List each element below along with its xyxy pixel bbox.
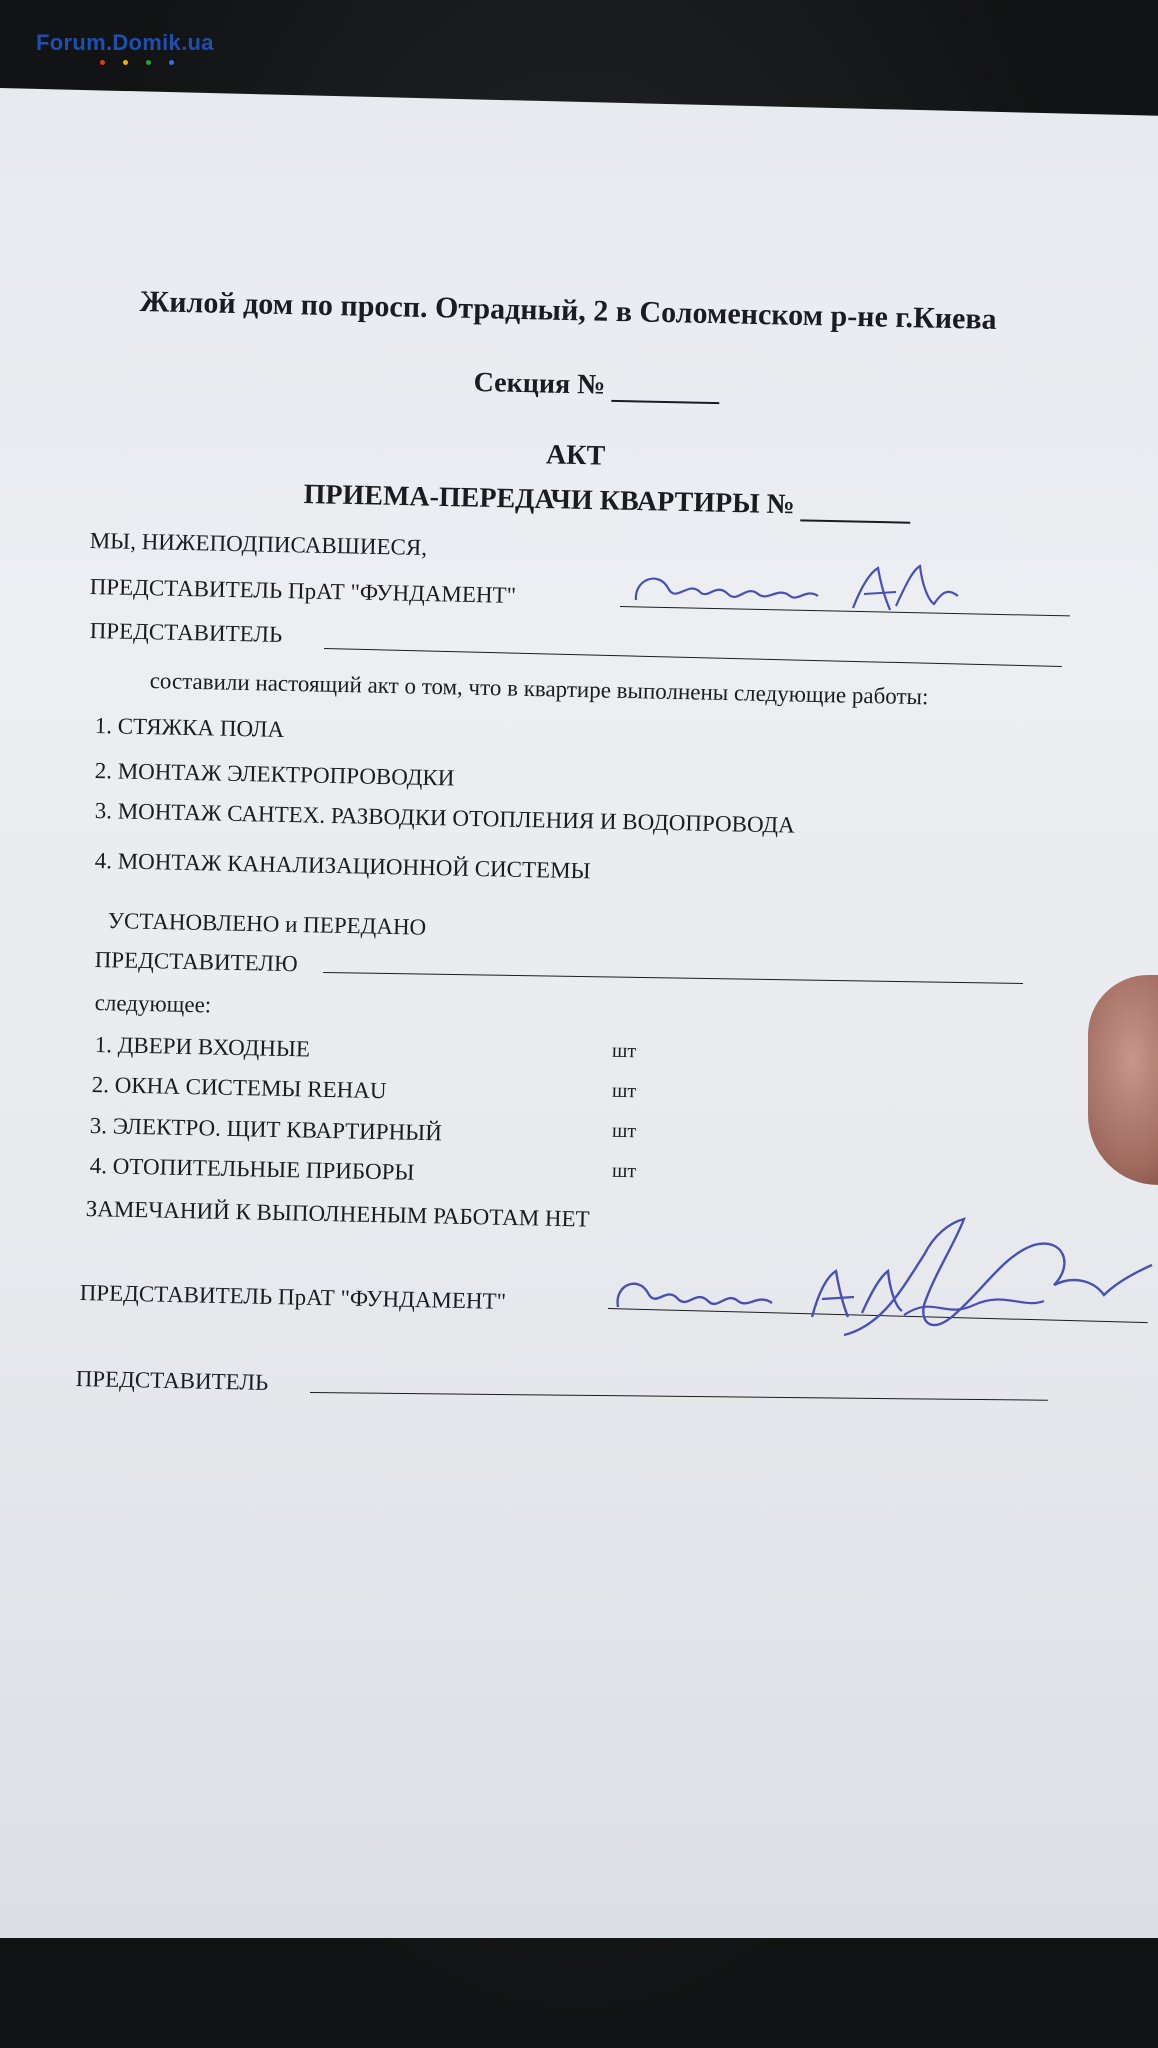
item-unit: шт xyxy=(611,1079,637,1103)
item-name: 2. ОКНА СИСТЕМЫ REHAU xyxy=(91,1072,387,1104)
work-item: 4. МОНТАЖ КАНАЛИЗАЦИОННОЙ СИСТЕМЫ xyxy=(94,848,591,884)
section-label: Секция № xyxy=(473,367,606,401)
representative-signature-label: ПРЕДСТАВИТЕЛЬ xyxy=(75,1366,269,1396)
fundament-signature-label: ПРЕДСТАВИТЕЛЬ ПрАТ "ФУНДАМЕНТ" xyxy=(79,1280,507,1314)
act-subtitle xyxy=(303,479,911,524)
watermark-logo: Forum.Domik.ua xyxy=(36,30,214,55)
signature-bottom xyxy=(604,1215,1158,1360)
work-item: 1. СТЯЖКА ПОЛА xyxy=(94,713,285,742)
act-subtitle-text: ПРИЕМА-ПЕРЕДАЧИ КВАРТИРЫ № xyxy=(303,479,796,521)
act-title: АКТ xyxy=(545,439,606,472)
installed-line-1: УСТАНОВЛЕНО и ПЕРЕДАНО xyxy=(107,908,427,940)
parties-line-1: МЫ, НИЖЕПОДПИСАВШИЕСЯ, xyxy=(89,528,428,561)
recipient-rule xyxy=(323,972,1023,984)
section-number xyxy=(473,367,719,404)
document-title: Жилой дом по просп. Отрадный, 2 в Соломенском р-не г.Киева xyxy=(139,285,997,336)
signature-top xyxy=(628,560,988,620)
installed-line-3: следующее: xyxy=(94,990,212,1018)
item-name: 4. ОТОПИТЕЛЬНЫЕ ПРИБОРЫ xyxy=(89,1153,415,1185)
section-blank xyxy=(611,372,720,404)
parties-line-2: ПРЕДСТАВИТЕЛЬ ПрАТ "ФУНДАМЕНТ" xyxy=(89,574,517,608)
installed-line-2: ПРЕДСТАВИТЕЛЮ xyxy=(94,947,298,977)
parties-line-3: ПРЕДСТАВИТЕЛЬ xyxy=(89,618,283,648)
representative-rule xyxy=(324,648,1062,667)
work-item: 2. МОНТАЖ ЭЛЕКТРОПРОВОДКИ xyxy=(94,758,455,791)
apartment-number-blank xyxy=(800,491,911,523)
item-unit: шт xyxy=(611,1039,637,1063)
item-name: 3. ЭЛЕКТРО. ЩИТ КВАРТИРНЫЙ xyxy=(89,1113,443,1146)
item-unit: шт xyxy=(611,1159,637,1183)
representative-final-signature-rule xyxy=(310,1392,1048,1401)
item-unit: шт xyxy=(611,1119,637,1143)
remarks-text: ЗАМЕЧАНИЙ К ВЫПОЛНЕНЫМ РАБОТАМ НЕТ xyxy=(85,1196,590,1232)
item-name: 1. ДВЕРИ ВХОДНЫЕ xyxy=(94,1032,311,1062)
intro-text: составили настоящий акт о том, что в квартире выполнены следующие работы: xyxy=(149,668,929,710)
work-item: 3. МОНТАЖ САНТЕХ. РАЗВОДКИ ОТОПЛЕНИЯ И ВОДОПРОВОДА xyxy=(94,798,796,838)
